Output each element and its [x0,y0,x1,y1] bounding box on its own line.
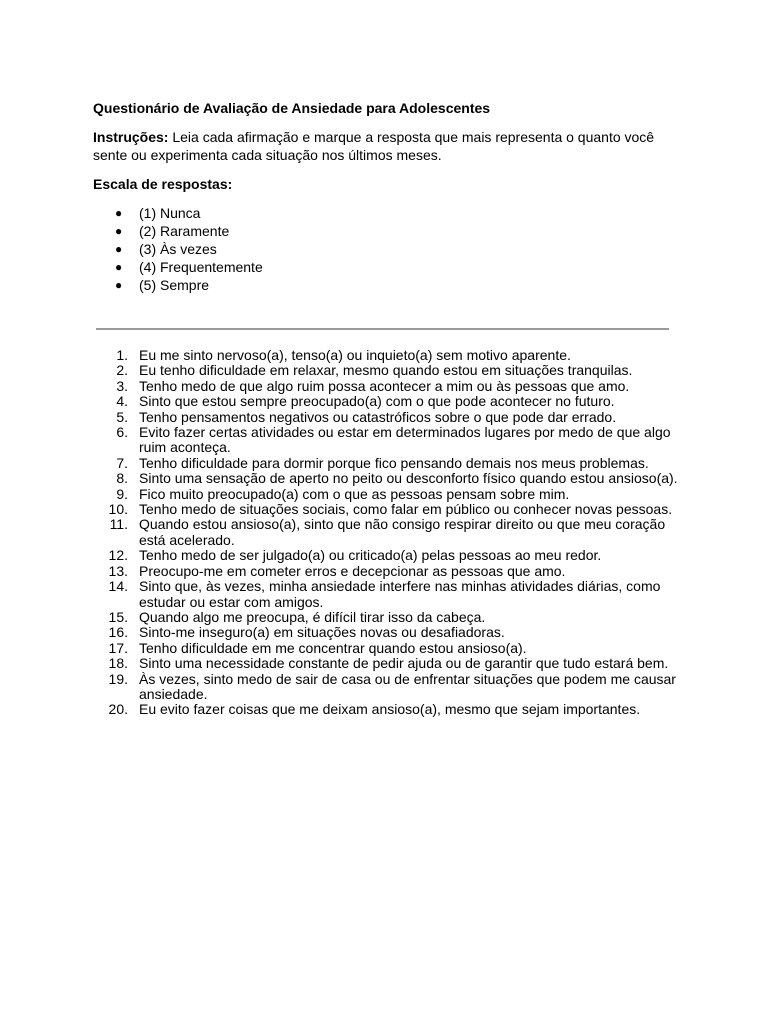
question-item [93,579,683,610]
question-text: Tenho pensamentos negativos ou catastróficos sobre o que pode dar errado. [139,408,617,425]
question-item [93,363,683,378]
page-title: Questionário de Avaliação de Ansiedade para Adolescentes [93,100,491,116]
question-text: Às vezes, sinto medo de sair de casa ou de enfrentar situações que podem me causar ansiedade. [139,670,676,702]
question-item [93,641,683,656]
question-text: Quando algo me preocupa, é difícil tirar isso da cabeça. [139,608,486,625]
question-text: Fico muito preocupado(a) com o que as pessoas pensam sobre mim. [139,485,570,502]
scale-option [93,204,683,222]
question-number: 19. [108,670,128,687]
question-text: Tenho dificuldade em me concentrar quando estou ansioso(a). [139,639,527,656]
question-number: 13. [108,562,128,579]
question-text: Tenho medo de que algo ruim possa acontecer a mim ou às pessoas que amo. [139,377,630,394]
question-item [93,625,683,640]
scale-option [93,276,683,294]
question-number: 17. [108,639,128,656]
question-item [93,548,683,563]
question-item [93,564,683,579]
question-item [93,394,683,409]
bullet-icon: ● [115,260,123,274]
question-list [93,348,683,718]
question-number: 5. [116,408,128,425]
question-number: 4. [116,393,128,410]
question-item [93,425,683,456]
question-number: 3. [116,377,128,394]
question-item [93,517,683,548]
scale-option-label: (3) Às vezes [139,241,217,257]
question-number: 20. [108,701,128,718]
scale-option-label: (4) Frequentemente [139,259,263,275]
question-item [93,410,683,425]
scale-option [93,222,683,240]
question-number: 12. [108,547,128,564]
question-number: 16. [108,624,128,641]
question-text: Eu evito fazer coisas que me deixam ansioso(a), mesmo que sejam importantes. [139,701,641,718]
question-text: Preocupo-me em cometer erros e decepcionar as pessoas que amo. [139,562,566,579]
question-text: Sinto que estou sempre preocupado(a) com o que pode acontecer no futuro. [139,393,615,410]
question-item [93,672,683,703]
question-number: 9. [116,485,128,502]
question-text: Sinto-me inseguro(a) em situações novas ou desafiadoras. [139,624,505,641]
bullet-icon: ● [115,242,123,256]
question-number: 8. [116,470,128,487]
question-item [93,379,683,394]
document-page [93,98,683,718]
question-text: Eu me sinto nervoso(a), tenso(a) ou inquieto(a) sem motivo aparente. [139,347,571,363]
question-item [93,487,683,502]
question-item [93,456,683,471]
bullet-icon: ● [115,278,123,292]
question-number: 2. [116,362,128,379]
question-text: Tenho dificuldade para dormir porque fico pensando demais nos meus problemas. [139,454,649,471]
question-item [93,702,683,717]
question-item [93,656,683,671]
scale-option [93,258,683,276]
question-number: 7. [116,454,128,471]
question-number: 15. [108,608,128,625]
question-number: 6. [116,424,128,441]
instructions-paragraph [93,128,683,164]
question-text: Evito fazer certas atividades ou estar em determinados lugares por medo de que algo ruim aconteça. [139,424,671,456]
bullet-icon: ● [115,224,123,238]
horizontal-divider [96,328,669,330]
question-number: 18. [108,655,128,672]
question-text: Tenho medo de situações sociais, como falar em público ou conhecer novas pessoas. [139,501,673,518]
question-item [93,610,683,625]
scale-option-label: (1) Nunca [139,205,201,221]
scale-option [93,240,683,258]
question-item [93,348,683,363]
instructions-label: Instruções: [93,129,169,145]
bullet-icon: ● [115,206,123,220]
question-item [93,502,683,517]
question-number: 11. [109,516,128,533]
scale-option-label: (2) Raramente [139,223,230,239]
scale-heading: Escala de respostas: [93,176,233,192]
question-text: Sinto que, às vezes, minha ansiedade interfere nas minhas atividades diárias, como estudar ou estar com amigos. [139,578,661,610]
question-number: 10. [108,501,128,518]
question-number: 14. [108,578,128,595]
question-text: Sinto uma sensação de aperto no peito ou desconforto físico quando estou ansioso(a). [139,470,678,487]
question-text: Eu tenho dificuldade em relaxar, mesmo quando estou em situações tranquilas. [139,362,633,379]
instructions-text: Leia cada afirmação e marque a resposta que mais representa o quanto você sente ou experimenta cada situação nos últimos meses. [93,129,655,163]
scale-list [93,204,683,294]
question-number: 1. [116,347,128,363]
question-text: Sinto uma necessidade constante de pedir ajuda ou de garantir que tudo estará bem. [139,655,669,672]
question-text: Tenho medo de ser julgado(a) ou criticado(a) pelas pessoas ao meu redor. [139,547,602,564]
scale-option-label: (5) Sempre [139,277,210,293]
question-text: Quando estou ansioso(a), sinto que não consigo respirar direito ou que meu coração está acelerado. [139,516,666,548]
question-item [93,471,683,486]
